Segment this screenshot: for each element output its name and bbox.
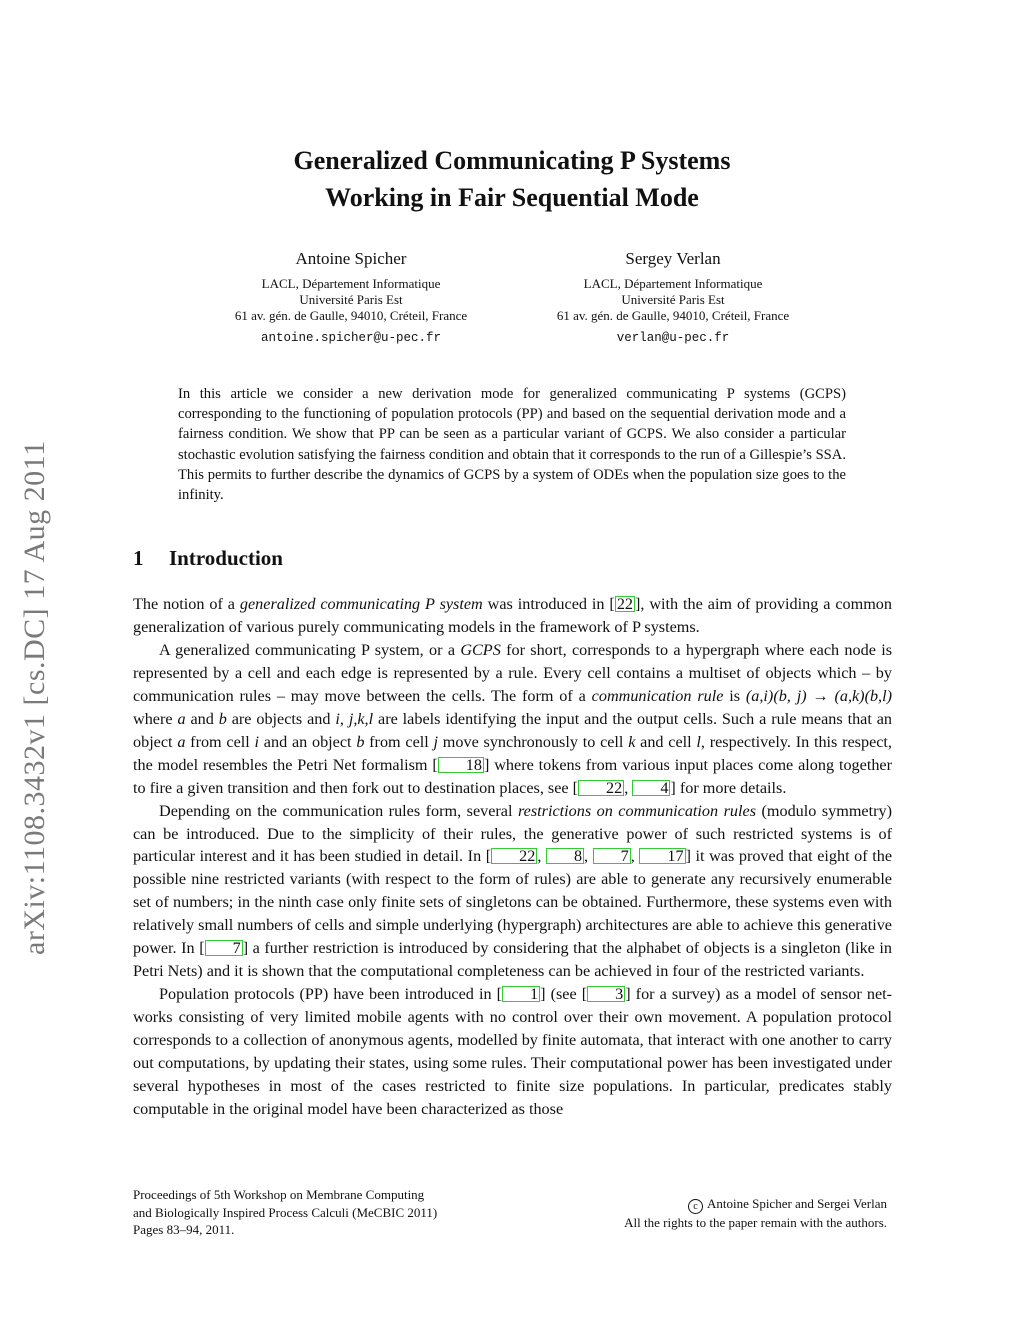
text-run: is <box>723 686 746 705</box>
footer-line: Proceedings of 5th Workshop on Membrane Computing <box>133 1187 425 1202</box>
math-var: b <box>218 709 227 728</box>
rights-line: All the rights to the paper remain with the authors. <box>624 1215 887 1230</box>
text-run: (modulo symmetry) can be introduced. Due to the simplicity of their rules, the generative power of such restricted systems is of particular interest and it has been studied in detail. In [ <box>133 801 892 866</box>
text-run: and an object <box>259 732 357 751</box>
emphasis: generalized communicating P system <box>239 595 483 613</box>
text-run: was introduced in [ <box>482 595 615 613</box>
citation-link[interactable]: 22 <box>578 780 624 796</box>
paragraph-3 <box>133 800 892 984</box>
footer-line: Pages 83–94, 2011. <box>133 1222 235 1237</box>
title-line-2: Working in Fair Sequential Mode <box>325 183 699 212</box>
author-name: Sergey Verlan <box>625 249 721 268</box>
math-var: j <box>433 732 439 751</box>
text-run: ] a further restriction is introduced by considering that the alphabet of objects is a singleton (like in Petri Nets) and it is shown that the computational completeness can be achieved in four of the restricted variants. <box>133 939 893 981</box>
arxiv-stamp: arXiv:1108.3432v1 [cs.DC] 17 Aug 2011 <box>18 440 51 955</box>
math-var: a <box>177 732 186 751</box>
citation-link[interactable]: 1 <box>502 986 540 1002</box>
text-run: ], with the aim of providing a common generalization of various purely communicating models in the framework of P systems. <box>133 595 892 636</box>
text-run: ] it was proved that eight of the possible nine restricted variants (with respect to the form of rules) are able to generate any recursively enumerable set of numbers; in the ninth case only finite sets of singletons can be obtained. Furthermore, these systems even with relatively small numbers of cells and simple underlying (hypergraph) architectures are able to achieve this generative power. In [ <box>133 847 893 958</box>
paragraph-2 <box>133 639 892 800</box>
text-run: ] (see [ <box>540 985 588 1004</box>
author-affiliation: LACL, Département Informatique <box>583 276 763 291</box>
text-run: , <box>624 778 633 797</box>
author-block-1 <box>171 248 531 346</box>
section-number: 1 <box>133 546 144 570</box>
text-run: ] where tokens from various input places come along together to fire a given transition and then fork out to destination places, see [ <box>133 755 892 797</box>
copyright-footer <box>560 1195 887 1232</box>
copyright-icon: c <box>688 1199 703 1214</box>
text-run: for short, corresponds to a hypergraph where each node is represented by a cell and each edge is represented by a rule. Every cell contains a multiset of objects which – by communication rules – may move between the cells. The form of a <box>133 640 892 705</box>
text-run: where <box>133 709 178 728</box>
emphasis: GCPS <box>460 640 501 659</box>
text-run: A generalized communicating P system, or a <box>159 640 461 659</box>
text-run: Population protocols (PP) have been introduced in [ <box>159 985 503 1004</box>
section-title: Introduction <box>169 546 283 570</box>
copyright-holders: Antoine Spicher and Sergei Verlan <box>706 1196 887 1211</box>
text-run: are objects and <box>226 709 336 728</box>
paper-title <box>0 142 1024 216</box>
text-run: are labels identifying the input and the output cells. Such a rule means that an object <box>133 709 893 751</box>
citation-link[interactable]: 22 <box>491 848 537 864</box>
author-email[interactable]: verlan@u-pec.fr <box>616 331 730 345</box>
emphasis: restrictions on communication rules <box>517 801 756 820</box>
author-university: Université Paris Est <box>299 292 403 307</box>
author-email[interactable]: antoine.spicher@u-pec.fr <box>260 331 442 345</box>
proceedings-footer <box>133 1186 513 1239</box>
text-run: move synchronously to cell <box>438 732 629 751</box>
copyright-line <box>560 1195 887 1214</box>
author-university: Université Paris Est <box>621 292 725 307</box>
author-name: Antoine Spicher <box>295 249 407 268</box>
section-heading <box>133 544 283 572</box>
math-var: a <box>177 709 186 728</box>
author-address: 61 av. gén. de Gaulle, 94010, Créteil, France <box>556 308 790 323</box>
text-run: and <box>185 709 219 728</box>
math-var: b <box>356 732 365 751</box>
citation-link[interactable]: 8 <box>546 848 584 864</box>
text-run: from cell <box>364 732 434 751</box>
math-var: i, j,k,l <box>335 709 374 728</box>
citation-link[interactable]: 22 <box>616 595 633 613</box>
math-var: l <box>696 732 701 751</box>
math-formula: (a,i)(b, j) → (a,k)(b,l) <box>745 686 892 705</box>
paragraph-1 <box>133 593 892 639</box>
author-block-2 <box>493 248 853 346</box>
text-run: and cell <box>635 732 697 751</box>
text-run: ] for more details. <box>670 778 787 797</box>
text-run: Depending on the communication rules form, several <box>159 801 518 820</box>
emphasis: communication rule <box>591 686 724 705</box>
citation-link[interactable]: 7 <box>205 940 243 956</box>
text-run: The notion of a <box>133 595 240 613</box>
text-run: , <box>584 847 593 866</box>
title-line-1: Generalized Communicating P Systems <box>293 146 731 175</box>
citation-link[interactable]: 7 <box>593 848 631 864</box>
text-run: from cell <box>185 732 255 751</box>
text-run: , <box>630 847 640 866</box>
paragraph-4 <box>133 983 892 1121</box>
citation-link[interactable]: 3 <box>587 986 625 1002</box>
citation-link[interactable]: 17 <box>639 848 685 864</box>
math-var: k <box>628 732 636 751</box>
footer-line: and Biologically Inspired Process Calculi (MeCBIC 2011) <box>133 1204 438 1220</box>
text-run: ] for a survey) as a model of sensor networks consisting of very limited mobile agents with no control over their own movement. A population protocol corresponds to a collection of anonymous agents, modelled by finite automata, that interact with one another to carry out computations, by updating their states, using some rules. Their computational power has been investigated under several hypotheses in most of the cases restricted to finite size populations. In particular, predicates stably computable in the original model have been characterized as those <box>133 985 893 1118</box>
text-run: , <box>537 847 546 866</box>
text-run: , respectively. In this respect, the model resembles the Petri Net formalism [ <box>133 732 892 774</box>
body-text <box>133 593 892 1121</box>
author-affiliation: LACL, Département Informatique <box>261 276 441 291</box>
abstract: In this article we consider a new derivation mode for generalized communicating P systems (GCPS) corresponding to the functioning of population protocols (PP) and based on the sequential derivation mode and a fairness condition. We show that PP can be seen as a particular variant of GCPS. We also consider a particular stochastic evolution satisfying the fairness condition and obtain that it corresponds to the run of a Gillespie’s SSA. This permits to further describe the dynamics of GCPS by a system of ODEs when the population size goes to the infinity. <box>178 386 846 504</box>
citation-link[interactable]: 18 <box>438 757 484 773</box>
author-address: 61 av. gén. de Gaulle, 94010, Créteil, France <box>234 308 468 323</box>
math-var: i <box>254 732 260 751</box>
citation-link[interactable]: 4 <box>632 780 670 796</box>
